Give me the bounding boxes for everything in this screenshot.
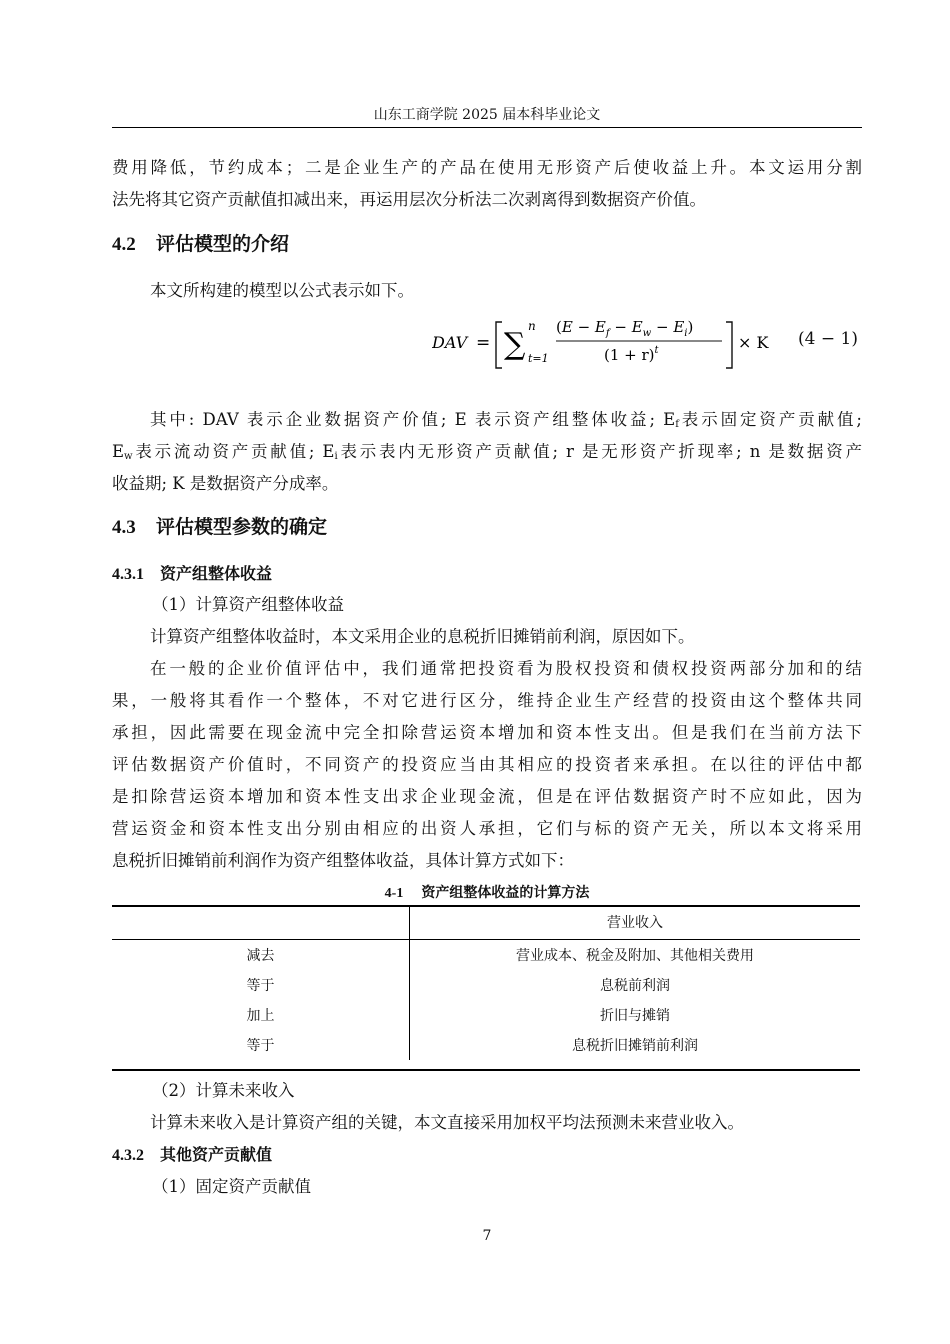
calculation-table bbox=[112, 905, 860, 1060]
left-bracket bbox=[496, 322, 502, 368]
paragraph-line: 息税折旧摊销前利润作为资产组整体收益，具体计算方式如下： bbox=[112, 851, 574, 870]
table-cell: 等于 bbox=[112, 1030, 410, 1060]
subsection-number: 4.3.2 bbox=[112, 1147, 144, 1164]
paragraph-line: 计算资产组整体收益时，本文采用企业的息税折旧摊销前利润，原因如下。 bbox=[150, 627, 695, 646]
denominator: $(1 + r)^t$ bbox=[604, 345, 659, 364]
table-caption bbox=[112, 882, 862, 902]
table-bottom-rule bbox=[112, 1069, 860, 1071]
running-header: 山东工商学院 2025 届本科毕业论文 bbox=[373, 107, 601, 123]
section-heading-4-3 bbox=[112, 515, 327, 540]
subsection-title: 资产组整体收益 bbox=[160, 564, 273, 583]
table-cell: 折旧与摊销 bbox=[600, 1008, 670, 1024]
paragraph-line: 果，一般将其看作一个整体，不对它进行区分，维持企业生产经营的投资由这个整体共同 bbox=[112, 691, 862, 710]
section-number: 4.2 bbox=[112, 234, 136, 255]
subsection-heading-4-3-1 bbox=[112, 563, 272, 586]
page-number: 7 bbox=[482, 1228, 492, 1244]
table-number: 4-1 bbox=[384, 886, 404, 901]
list-item: （1）固定资产贡献值 bbox=[152, 1177, 311, 1196]
sum-lower: t=1 bbox=[528, 352, 549, 365]
variables-line: 收益期; K 是数据资产分成率。 bbox=[112, 474, 339, 493]
paragraph-line: 计算未来收入是计算资产组的关键，本文直接采用加权平均法预测未来营业收入。 bbox=[150, 1113, 744, 1132]
subsection-title: 其他资产贡献值 bbox=[160, 1145, 273, 1164]
table-row bbox=[112, 1000, 860, 1030]
table-header-cell: 营业收入 bbox=[410, 905, 861, 940]
table-cell: 营业成本、税金及附加、其他相关费用 bbox=[516, 948, 754, 964]
paragraph-line: 承担，因此需要在现金流中完全扣除营运资本增加和资本性支出。但是我们在当前方法下 bbox=[112, 723, 862, 742]
paragraph-line: 费用降低，节约成本；二是企业生产的产品在使用无形资产后使收益上升。本文运用分割 bbox=[112, 158, 862, 177]
model-intro: 本文所构建的模型以公式表示如下。 bbox=[150, 281, 414, 300]
table-row bbox=[112, 940, 860, 971]
equation-formula bbox=[432, 312, 772, 374]
paragraph-line: 是扣除营运资本增加和资本性支出求企业现金流，但是在评估数据资产时不应如此，因为 bbox=[112, 787, 862, 806]
paragraph-line: 营运资金和资本性支出分别由相应的出资人承担，它们与标的资产无关，所以本文将采用 bbox=[112, 819, 862, 838]
variables-line: $E_w$表示流动资产贡献值; $E_i$表示表内无形资产贡献值; r 是无形资产折现率; n 是数据资产 bbox=[112, 442, 862, 462]
table-header-row bbox=[112, 905, 860, 940]
sum-upper: n bbox=[528, 319, 536, 333]
subsection-heading-4-3-2 bbox=[112, 1144, 272, 1167]
header-rule bbox=[112, 127, 862, 128]
table-header-cell bbox=[112, 905, 410, 940]
variables-line: 其中: DAV 表示企业数据资产价值; E 表示资产组整体收益; $E_f$表示固定资产贡献值; bbox=[150, 410, 862, 430]
table-cell: 加上 bbox=[112, 1000, 410, 1030]
section-heading-4-2 bbox=[112, 232, 289, 257]
table-cell: 等于 bbox=[112, 970, 410, 1000]
table-cell: 减去 bbox=[112, 940, 410, 971]
list-item: （1）计算资产组整体收益 bbox=[152, 595, 344, 614]
table-cell: 息税折旧摊销前利润 bbox=[572, 1038, 698, 1054]
table-cell: 息税前利润 bbox=[600, 978, 670, 994]
equals-sign: = bbox=[476, 333, 491, 353]
equation-block bbox=[112, 312, 862, 374]
section-number: 4.3 bbox=[112, 517, 136, 538]
paragraph-line: 在一般的企业价值评估中，我们通常把投资看为股权投资和债权投资两部分加和的结 bbox=[150, 659, 862, 678]
table-row bbox=[112, 970, 860, 1000]
equation-number: (4 − 1) bbox=[798, 329, 858, 349]
equation-lhs: DAV bbox=[432, 333, 468, 352]
table-title: 资产组整体收益的计算方法 bbox=[421, 885, 590, 901]
subsection-number: 4.3.1 bbox=[112, 566, 144, 583]
sigma-sign: ∑ bbox=[504, 327, 526, 362]
right-bracket bbox=[726, 322, 732, 368]
list-item: （2）计算未来收入 bbox=[152, 1081, 295, 1100]
section-title: 评估模型的介绍 bbox=[156, 233, 290, 255]
numerator: $(E - E_f - E_w - E_i)$ bbox=[556, 318, 694, 339]
paragraph-line: 法先将其它资产贡献值扣减出来，再运用层次分析法二次剥离得到数据资产价值。 bbox=[112, 190, 706, 209]
paragraph-line: 评估数据资产价值时，不同资产的投资应当由其相应的投资者来承担。在以往的评估中都 bbox=[112, 755, 862, 774]
table-top-rule bbox=[112, 905, 860, 907]
times-k: × K bbox=[738, 333, 769, 352]
section-title: 评估模型参数的确定 bbox=[156, 516, 328, 538]
table-row bbox=[112, 1030, 860, 1060]
